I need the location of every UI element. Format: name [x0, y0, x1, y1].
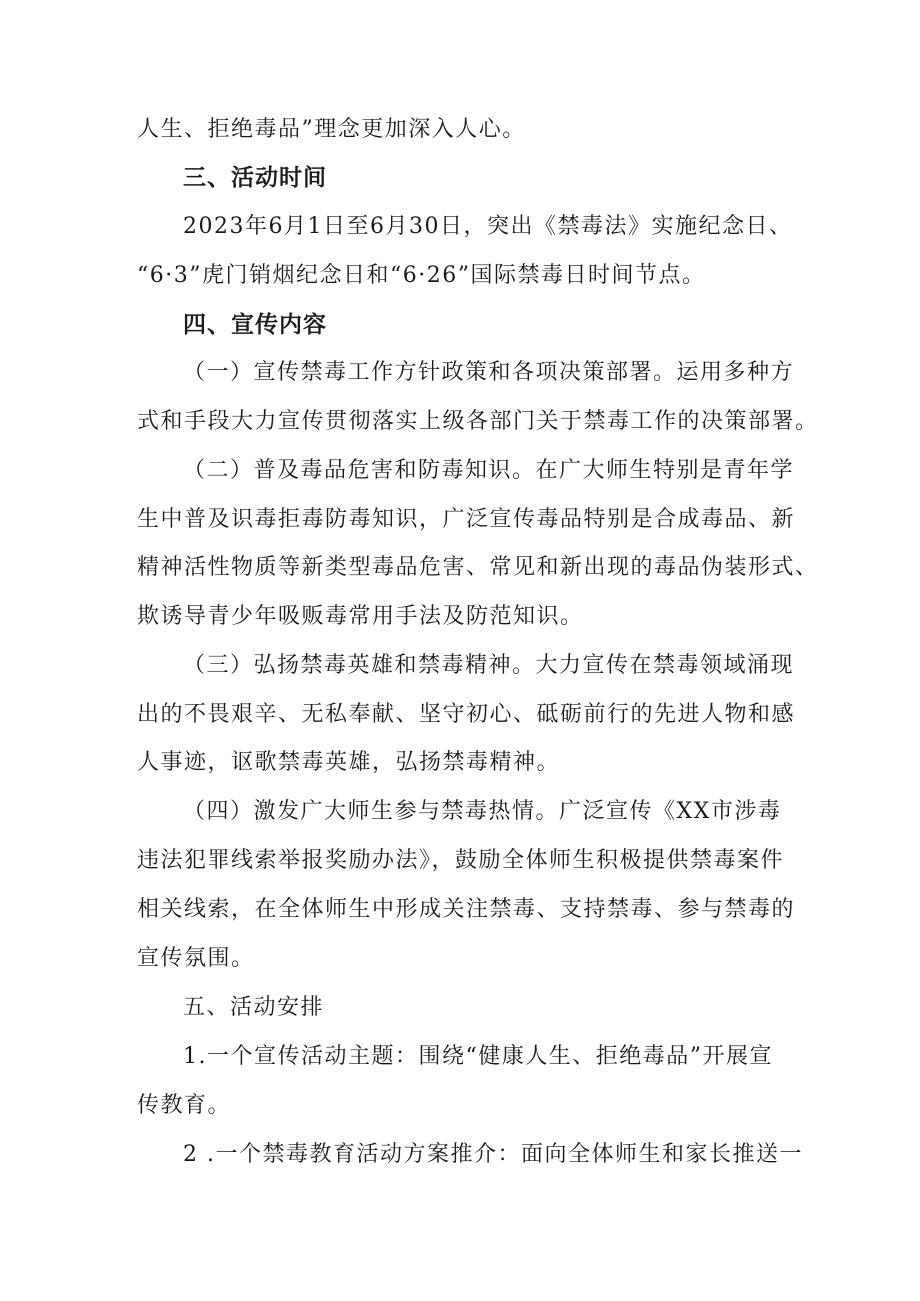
paragraph-line: （一）宣传禁毒工作方针政策和各项决策部署。运用多种方	[183, 360, 795, 385]
paragraph-line: 出的不畏艰辛、无私奉献、坚守初心、砥砺前行的先进人物和感	[137, 702, 796, 727]
paragraph-line: 人事迹，讴歌禁毒英雄，弘扬禁毒精神。	[137, 750, 561, 775]
paragraph-line: 相关线索，在全体师生中形成关注禁毒、支持禁毒、参与禁毒的	[137, 897, 796, 922]
paragraph-line: 传教育。	[137, 1093, 232, 1118]
paragraph-line: （二）普及毒品危害和防毒知识。在广大师生特别是青年学	[183, 458, 795, 483]
paragraph-line: 宣传氛围。	[137, 946, 255, 971]
paragraph-line: 2 .一个禁毒教育活动方案推介：面向全体师生和家长推送一	[183, 1142, 803, 1167]
section-heading-content: 四、宣传内容	[183, 312, 327, 338]
paragraph-line: 2023年6月1日至6月30日，突出《禁毒法》实施纪念日、	[183, 214, 793, 239]
paragraph-line: 生中普及识毒拒毒防毒知识，广泛宣传毒品特别是合成毒品、新	[137, 507, 796, 532]
section-heading-schedule: 五、活动安排	[183, 995, 325, 1020]
paragraph-line: 式和手段大力宣传贯彻落实上级各部门关于禁毒工作的决策部署。	[137, 409, 819, 434]
paragraph-line: 1.一个宣传活动主题：围绕“健康人生、拒绝毒品”开展宣	[183, 1044, 773, 1069]
paragraph-line: （三）弘扬禁毒英雄和禁毒精神。大力宣传在禁毒领域涌现	[183, 653, 795, 678]
paragraph-line: 违法犯罪线索举报奖励办法》，鼓励全体师生积极提供禁毒案件	[137, 848, 785, 873]
section-heading-time: 三、活动时间	[183, 165, 327, 191]
paragraph-line: 人生、拒绝毒品”理念更加深入人心。	[137, 117, 526, 142]
paragraph-line: 欺诱导青少年吸贩毒常用手法及防范知识。	[137, 604, 584, 629]
paragraph-line: （四）激发广大师生参与禁毒热情。广泛宣传《XX市涉毒	[183, 799, 782, 824]
paragraph-line: 精神活性物质等新类型毒品危害、常见和新出现的毒品伪装形式、	[137, 555, 819, 580]
paragraph-line: “6·3”虎门销烟纪念日和“6·26”国际禁毒日时间节点。	[137, 263, 706, 288]
